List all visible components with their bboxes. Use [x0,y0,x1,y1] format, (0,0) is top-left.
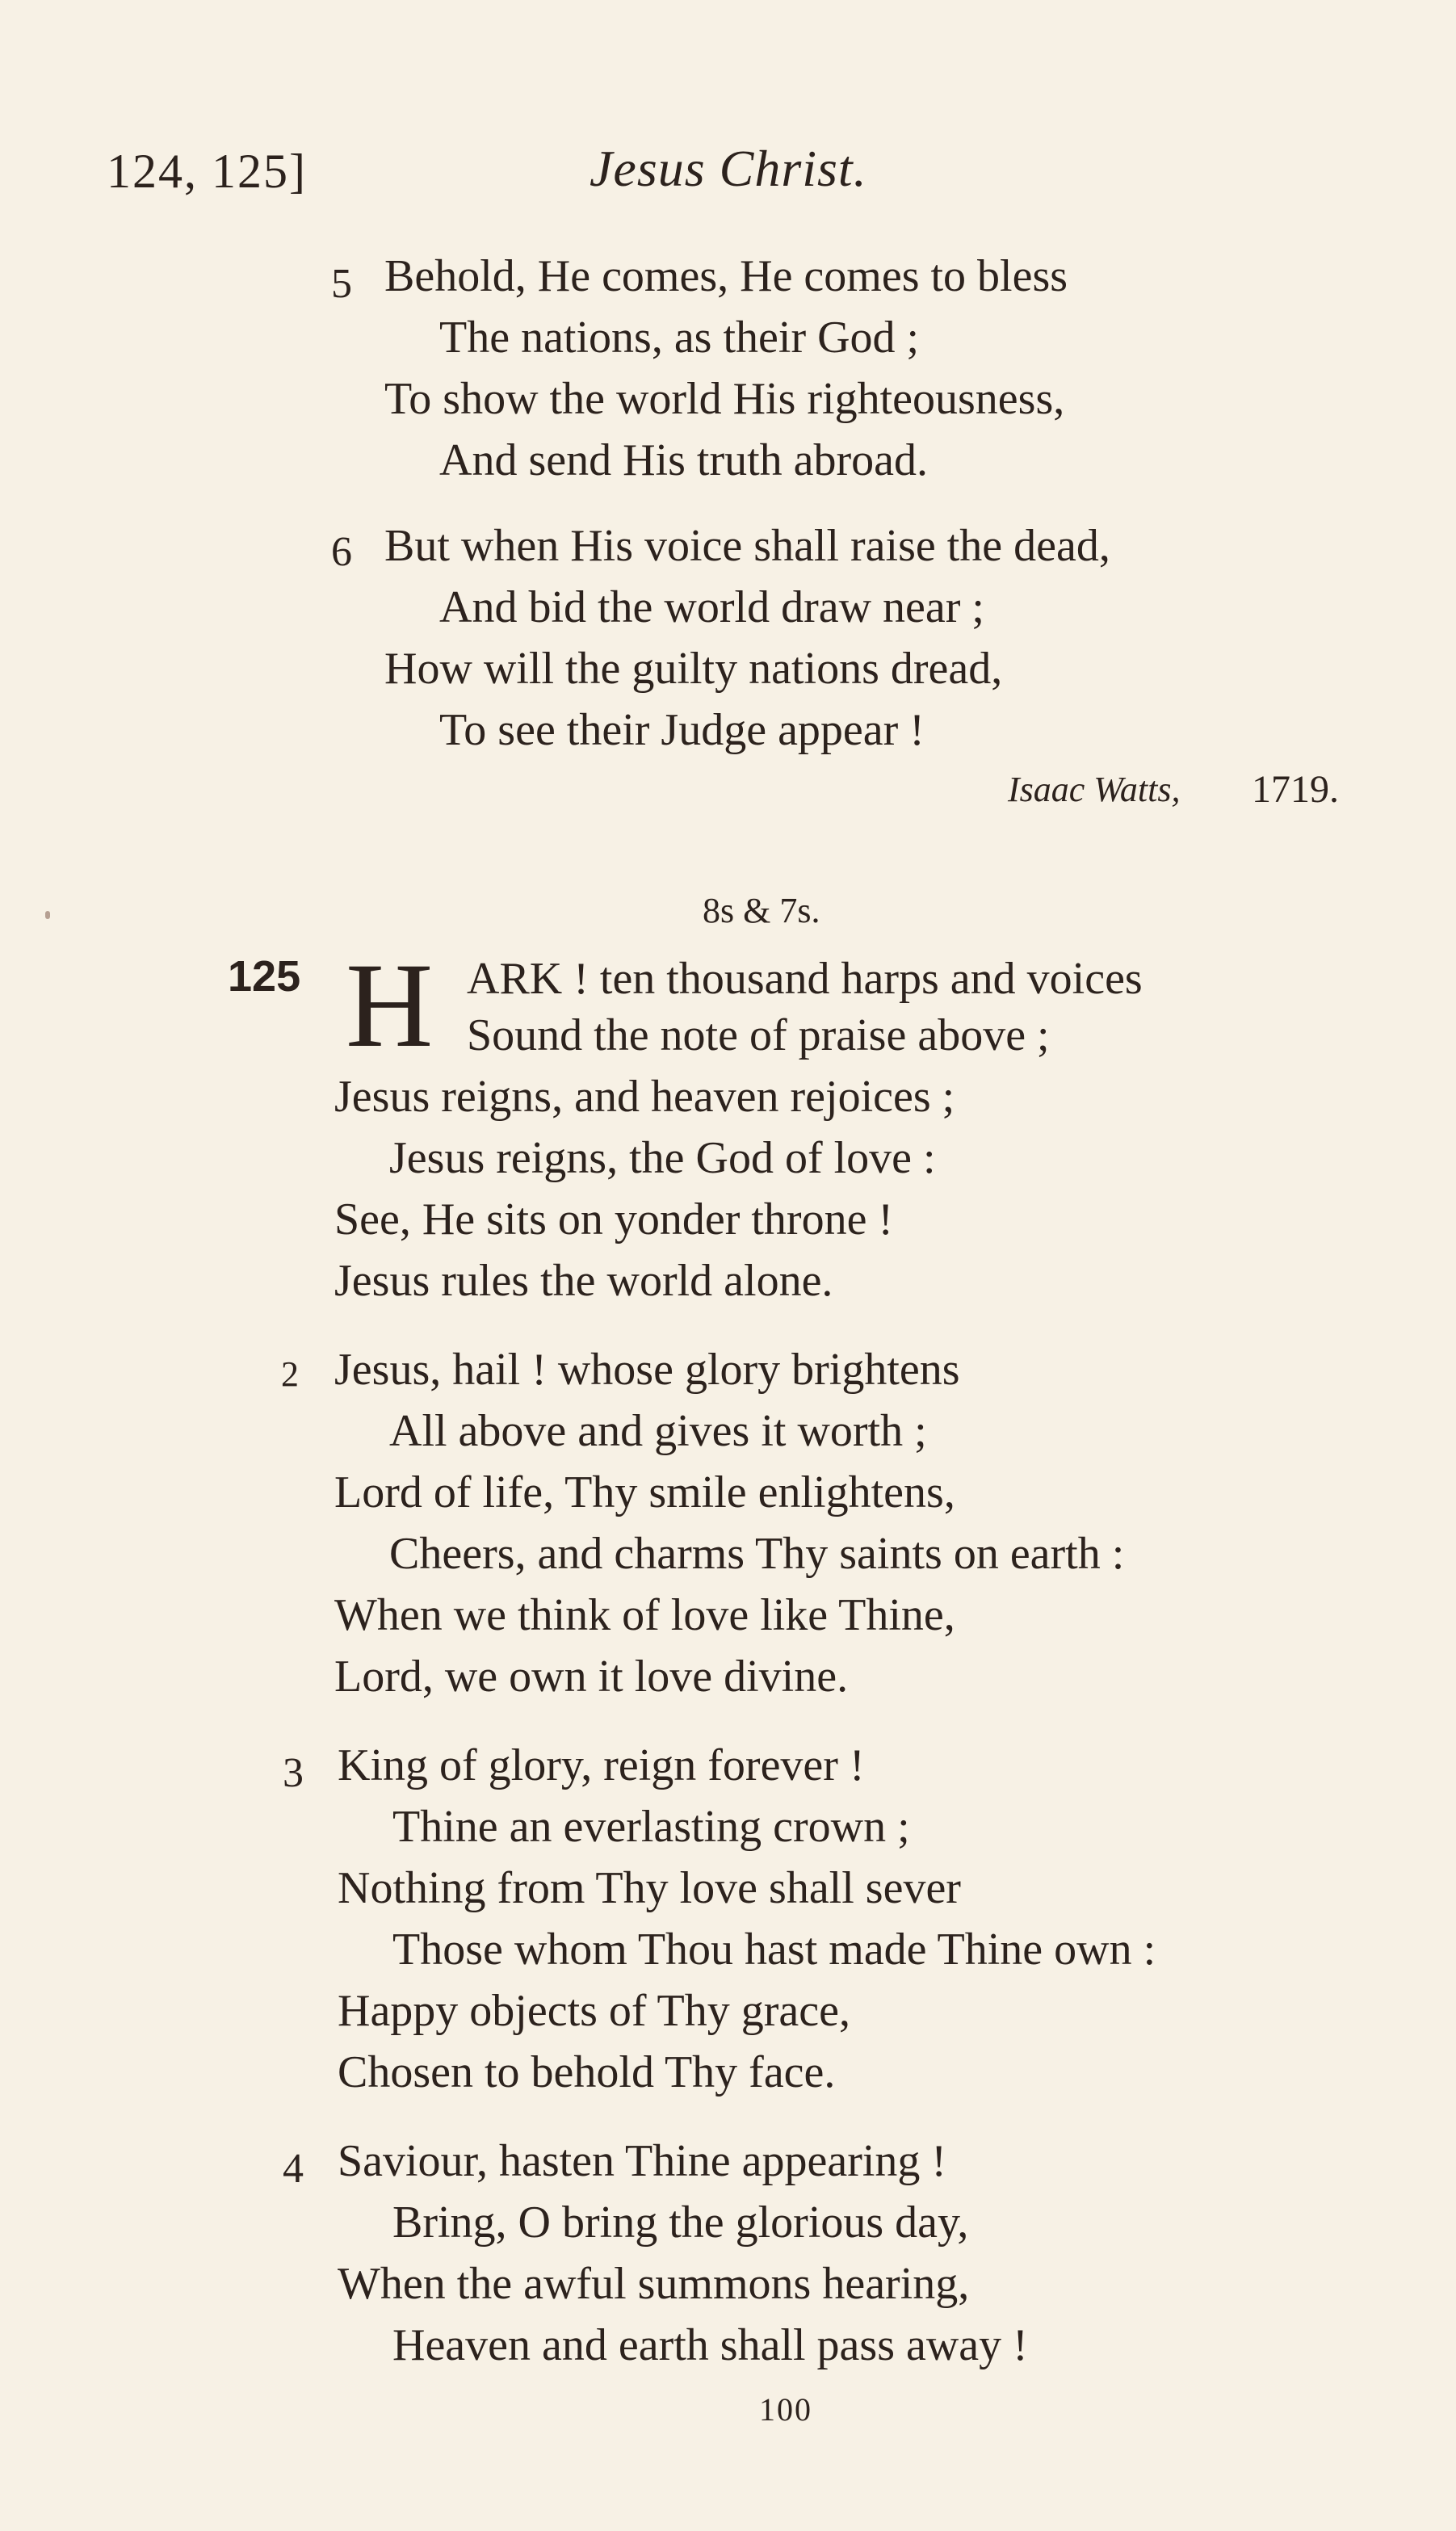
verse-line: And send His truth abroad. [439,435,929,485]
verse-line: Jesus, hail ! whose glory brightens [334,1345,960,1395]
verse-line: When the awful summons hearing, [338,2259,970,2309]
verse-line: And bid the world draw near ; [439,582,984,632]
hymn-meter: 8s & 7s. [703,891,820,930]
verse-line: ARK ! ten thousand harps and voices [467,954,1143,1004]
hymn-number: 125 [228,952,301,1001]
verse-line: See, He sits on yonder throne ! [334,1194,894,1245]
verse-line: Behold, He comes, He comes to bless [384,251,1068,301]
verse-line: To see their Judge appear ! [439,705,925,755]
verse-line: Jesus reigns, and heaven rejoices ; [334,1072,955,1122]
verse-number: 4 [283,2146,304,2192]
verse-line: Heaven and earth shall pass away ! [392,2320,1028,2370]
page-number: 100 [759,2391,812,2428]
verse-line: Lord of life, Thy smile enlightens, [334,1467,955,1517]
verse-number: 5 [331,261,352,307]
page-title: Jesus Christ. [590,140,867,197]
verse-line: Jesus reigns, the God of love : [389,1133,936,1183]
verse-line: To show the world His righteousness, [384,374,1065,424]
verse-line: But when His voice shall raise the dead, [384,521,1110,571]
verse-number: 2 [281,1354,299,1394]
verse-line: Nothing from Thy love shall sever [338,1863,961,1913]
verse-line: King of glory, reign forever ! [338,1740,865,1790]
verse-number: 3 [283,1750,304,1796]
verse-line: Saviour, hasten Thine appearing ! [338,2136,947,2186]
hymn-author: Isaac Watts, [1008,770,1181,809]
verse-line: The nations, as their God ; [439,313,920,363]
verse-line: Happy objects of Thy grace, [338,1986,850,2036]
verse-line: All above and gives it worth ; [389,1406,927,1456]
paper-speck [45,911,50,919]
verse-line: Lord, we own it love divine. [334,1652,849,1702]
verse-line: Cheers, and charms Thy saints on earth : [389,1529,1125,1579]
verse-line: How will the guilty nations dread, [384,644,1003,694]
verse-number: 6 [331,529,352,575]
verse-line: Sound the note of praise above ; [467,1010,1050,1060]
verse-line: Thine an everlasting crown ; [392,1802,910,1852]
verse-line: Those whom Thou hast made Thine own : [392,1924,1156,1975]
verse-line: Chosen to behold Thy face. [338,2047,836,2097]
drop-cap: H [346,938,434,1072]
verse-line: Jesus rules the world alone. [334,1256,833,1306]
hymn-year: 1719. [1252,768,1339,811]
verse-line: Bring, O bring the glorious day, [392,2197,969,2248]
verse-line: When we think of love like Thine, [334,1590,955,1640]
header-hymn-numbers: 124, 125] [107,145,307,198]
